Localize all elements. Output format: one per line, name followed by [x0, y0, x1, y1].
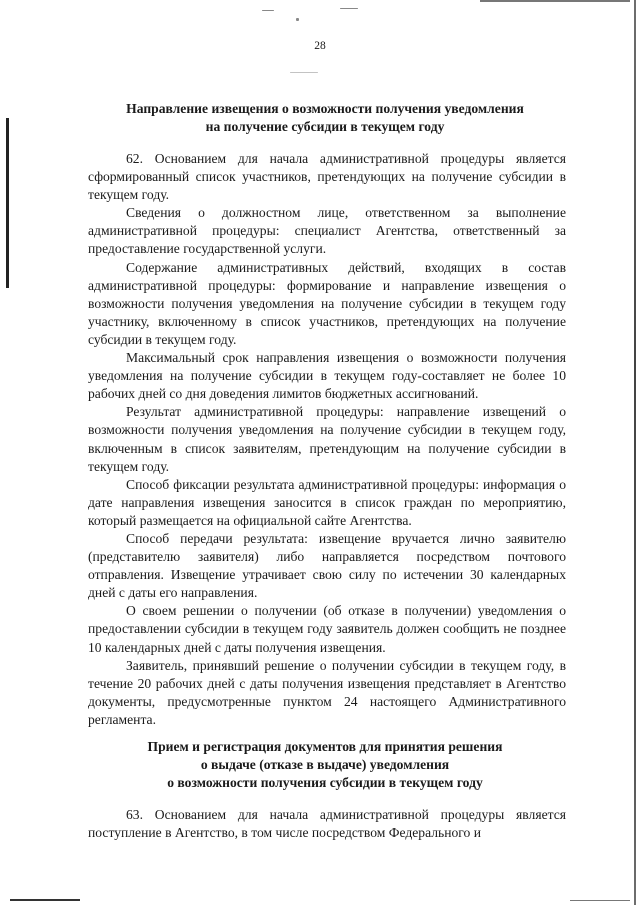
scan-footer-line	[10, 899, 80, 901]
paragraph: О своем решении о получении (об отказе в получении) уведомления о предоставлении субсидии в текущем году заявитель должен сообщить не позднее 10 календарных дней с даты получения извещения.	[88, 603, 566, 655]
paragraph: Способ фиксации результата административной процедуры: информация о дате направления извещения заносится в список граждан по мероприятию, который размещается на официальной сайте Агентства.	[88, 476, 566, 528]
paragraph: Сведения о должностном лице, ответственном за выполнение административной процедуры: специалист Агентства, ответственный за предоставление государственной услуги.	[88, 205, 566, 257]
scan-edge	[634, 0, 636, 905]
paragraph: Содержание административных действий, входящих в состав административной процедуры: формирование и направление извещения о возможности получения уведомления на получение субсидии в текущем году участнику, включенному в список участников, претендующих на получение субсидии в текущем году.	[88, 259, 566, 347]
scan-speck	[262, 10, 274, 11]
paragraph: Максимальный срок направления извещения о возможности получения уведомления на получение субсидии в текущем году-составляет не более 10 рабочих дней со дня доведения лимитов бюджетных ассигнований.	[88, 350, 566, 402]
scan-speck	[290, 72, 318, 73]
section-heading-line: Направление извещения о возможности получения уведомления	[126, 101, 524, 116]
scan-footer-line	[570, 900, 630, 901]
paragraph: Результат административной процедуры: направление извещений о возможности получения уведомления на получение субсидии в текущем году, включенным в список заявителям, претендующим на получение субсидии в текущем году.	[88, 404, 566, 474]
section-heading-line: на получение субсидии в текущем году	[205, 119, 445, 134]
paragraph: 63. Основанием для начала административной процедуры является поступление в Агентство, в том числе посредством Федерального и	[88, 807, 566, 841]
paragraph: 62. Основанием для начала административной процедуры является сформированный список участников, претендующих на получение субсидии в текущем году.	[88, 151, 566, 203]
paragraph: Способ передачи результата: извещение вручается лично заявителю (представителю заявителя) либо направляется посредством почтового отправления. Извещение утрачивает свою силу по истечении 30 календарных дней с даты его направления.	[88, 530, 566, 601]
section-heading	[60, 738, 590, 792]
scan-top-line	[480, 0, 630, 2]
section-body	[88, 150, 566, 729]
section-heading-line: о выдаче (отказе в выдаче) уведомления	[200, 757, 450, 772]
scan-speck	[296, 18, 299, 21]
section-body	[88, 806, 566, 842]
section-heading	[60, 100, 590, 136]
page-number: 28	[314, 40, 326, 52]
scan-margin-mark	[6, 118, 9, 288]
paragraph: Заявитель, принявший решение о получении субсидии в текущем году, в течение 20 рабочих дней с даты получения извещения представляет в Агентство документы, предусмотренные пунктом 24 настоящего Административного регламента.	[88, 657, 566, 727]
section-heading-line: о возможности получения субсидии в текущем году	[167, 775, 483, 790]
section-heading-line: Прием и регистрация документов для принятия решения	[147, 739, 503, 754]
scan-speck	[340, 8, 358, 9]
